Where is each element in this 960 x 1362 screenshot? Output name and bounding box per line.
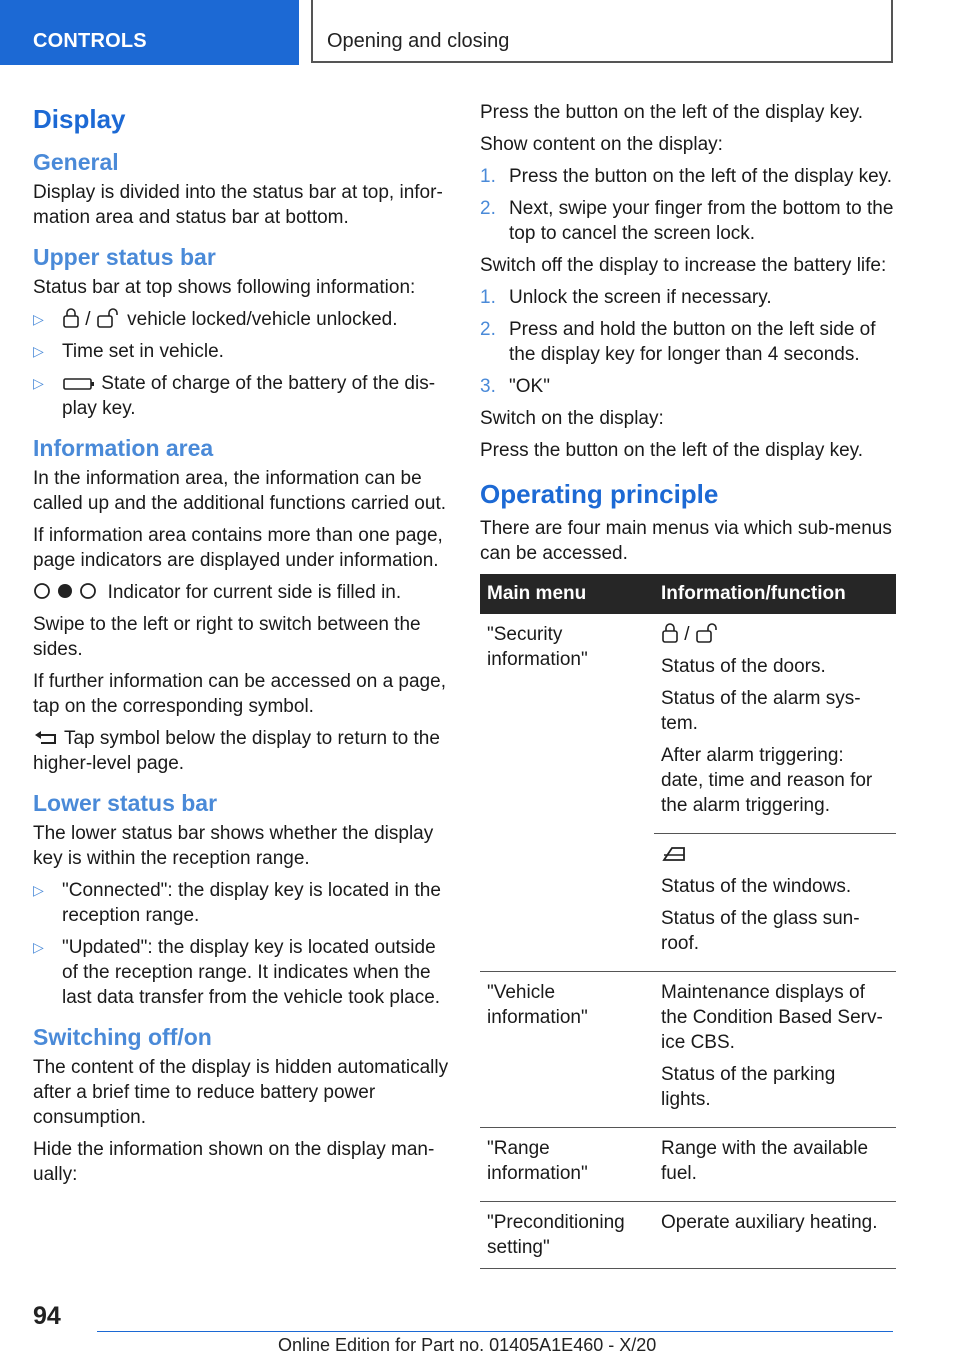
triangle-bullet-icon: ▷ bbox=[33, 311, 44, 327]
item-text: State of charge of the battery of the display key. bbox=[62, 373, 436, 419]
list-item: 1. Press the button on the left of the display key. bbox=[480, 166, 893, 187]
switching-p1: The content of the display is hidden automatically after a brief time to reduce battery power consumption. bbox=[33, 1057, 449, 1128]
item-text: vehicle locked/vehicle unlocked. bbox=[127, 309, 398, 330]
lock-separator: / bbox=[684, 624, 690, 645]
right-p3: Switch off the display to increase the battery life: bbox=[480, 255, 887, 276]
general-text: Display is divided into the status bar at top, information area and status bar at bottom. bbox=[33, 182, 443, 228]
upper-list bbox=[33, 307, 451, 421]
info-p6 bbox=[33, 726, 451, 776]
cell-text: Status of the parking lights. bbox=[661, 1064, 836, 1110]
list-item: 3. "OK" bbox=[480, 376, 550, 397]
cell-text: Range with the available fuel. bbox=[661, 1138, 869, 1184]
heading-lower-status-bar: Lower status bar bbox=[33, 790, 218, 816]
heading-upper-status-bar: Upper status bar bbox=[33, 244, 216, 270]
heading-switching: Switching off/on bbox=[33, 1024, 212, 1050]
right-p1: Press the button on the left of the display key. bbox=[480, 102, 864, 123]
window-icon bbox=[661, 843, 687, 863]
triangle-bullet-icon: ▷ bbox=[33, 939, 44, 955]
cell-text: Status of the doors. bbox=[661, 656, 826, 677]
heading-information-area: Information area bbox=[33, 435, 214, 461]
info-p3-text: Indicator for current side is filled in. bbox=[107, 582, 402, 603]
step-text: Unlock the screen if necessary. bbox=[509, 287, 772, 308]
info-p5: If further information can be accessed on a page, tap on the corresponding symbol. bbox=[33, 671, 446, 717]
steps-switch-off bbox=[480, 285, 896, 399]
lock-open-icon bbox=[695, 623, 721, 643]
section-tab bbox=[0, 0, 299, 65]
heading-operating-principle: Operating principle bbox=[480, 479, 719, 509]
cell-menu: "Security information" bbox=[487, 624, 588, 670]
table-header-row bbox=[480, 574, 896, 614]
triangle-bullet-icon: ▷ bbox=[33, 882, 44, 898]
triangle-bullet-icon: ▷ bbox=[33, 343, 44, 359]
steps-show bbox=[480, 164, 896, 246]
item-text: "Connected": the display key is located in the reception range. bbox=[62, 880, 441, 926]
section-label: CONTROLS bbox=[33, 30, 147, 52]
cell-menu: "Vehicle information" bbox=[480, 972, 654, 1128]
cell-info bbox=[654, 1128, 896, 1202]
op-p1: There are four main menus via which sub-menus can be accessed. bbox=[480, 518, 892, 564]
col-header-main-menu: Main menu bbox=[480, 574, 654, 614]
right-p4: Switch on the display: bbox=[480, 408, 664, 429]
info-p4: Swipe to the left or right to switch between the sides. bbox=[33, 614, 421, 660]
table-row bbox=[480, 1128, 896, 1202]
list-item bbox=[33, 339, 451, 364]
info-p3 bbox=[33, 580, 451, 605]
step-text: Press the button on the left of the display key. bbox=[509, 166, 893, 187]
info-p1: In the information area, the information can be called up and the additional functions carried out. bbox=[33, 468, 446, 514]
lock-separator: / bbox=[85, 309, 91, 330]
cell-text: Operate auxiliary heating. bbox=[661, 1212, 878, 1233]
lock-open-icon bbox=[96, 308, 122, 328]
cell-text: Maintenance displays of the Condition Based Service CBS. bbox=[661, 982, 883, 1053]
cell-info bbox=[654, 614, 896, 834]
list-item bbox=[33, 935, 451, 1010]
step-text: Press and hold the button on the left side of the display key for longer than 4 seconds. bbox=[509, 319, 876, 365]
list-item: 2. Press and hold the button on the left side of the display key for longer than 4 seconds. bbox=[480, 319, 876, 365]
page-title: Display bbox=[33, 104, 126, 134]
cell-info bbox=[654, 1202, 896, 1269]
right-p2: Show content on the display: bbox=[480, 134, 723, 155]
table-row bbox=[480, 834, 896, 972]
cell-text: After alarm triggering: date, time and reason for the alarm triggering. bbox=[661, 745, 873, 816]
switching-p2: Hide the information shown on the display manually: bbox=[33, 1139, 435, 1185]
left-column bbox=[33, 100, 451, 1194]
lock-closed-icon bbox=[661, 623, 679, 643]
table-row bbox=[480, 1202, 896, 1269]
cell-info bbox=[654, 834, 896, 972]
table-row bbox=[480, 614, 896, 834]
chapter-label: Opening and closing bbox=[327, 30, 510, 52]
col-header-information: Information/function bbox=[654, 574, 896, 614]
list-item: 2. Next, swipe your finger from the bottom to the top to cancel the screen lock. bbox=[480, 198, 894, 244]
footer-edition: Online Edition for Part no. 01405A1E460 - X/20 bbox=[278, 1335, 657, 1355]
step-text: "OK" bbox=[509, 376, 550, 397]
lower-list bbox=[33, 878, 451, 1010]
step-text: Next, swipe your finger from the bottom to the top to cancel the screen lock. bbox=[509, 198, 894, 244]
right-p5: Press the button on the left of the display key. bbox=[480, 440, 864, 461]
list-item bbox=[33, 878, 451, 928]
cell-menu-empty bbox=[480, 834, 654, 972]
list-item bbox=[33, 371, 451, 421]
info-p2: If information area contains more than one page, page indicators are displayed under information. bbox=[33, 525, 443, 571]
cell-menu: "Range information" bbox=[480, 1128, 654, 1202]
cell-text: Status of the glass sunroof. bbox=[661, 908, 860, 954]
cell-info bbox=[654, 972, 896, 1128]
cell-menu: "Preconditioning setting" bbox=[480, 1202, 654, 1269]
cell-text: Status of the windows. bbox=[661, 876, 852, 897]
main-menu-table bbox=[480, 574, 896, 1269]
heading-general: General bbox=[33, 149, 119, 175]
page-number: 94 bbox=[33, 1302, 61, 1330]
info-p6-text: Tap symbol below the display to return to the higher-level page. bbox=[33, 728, 440, 774]
item-text: "Updated": the display key is located outside of the reception range. It indicates when the last data transfer from the vehicle took place. bbox=[62, 937, 441, 1008]
battery-icon bbox=[62, 376, 96, 392]
list-item bbox=[33, 307, 451, 332]
lock-closed-icon bbox=[62, 308, 80, 328]
return-arrow-icon bbox=[33, 731, 59, 747]
chapter-tab bbox=[311, 0, 893, 63]
footer-divider bbox=[97, 1331, 893, 1332]
item-text: Time set in vehicle. bbox=[62, 341, 224, 362]
lower-p1: The lower status bar shows whether the display key is within the reception range. bbox=[33, 823, 434, 869]
right-column bbox=[480, 100, 896, 1269]
triangle-bullet-icon: ▷ bbox=[33, 375, 44, 391]
upper-intro: Status bar at top shows following information: bbox=[33, 277, 416, 298]
table-row bbox=[480, 972, 896, 1128]
list-item: 1. Unlock the screen if necessary. bbox=[480, 287, 772, 308]
page-indicator-icon bbox=[33, 581, 97, 601]
cell-text: Status of the alarm system. bbox=[661, 688, 861, 734]
